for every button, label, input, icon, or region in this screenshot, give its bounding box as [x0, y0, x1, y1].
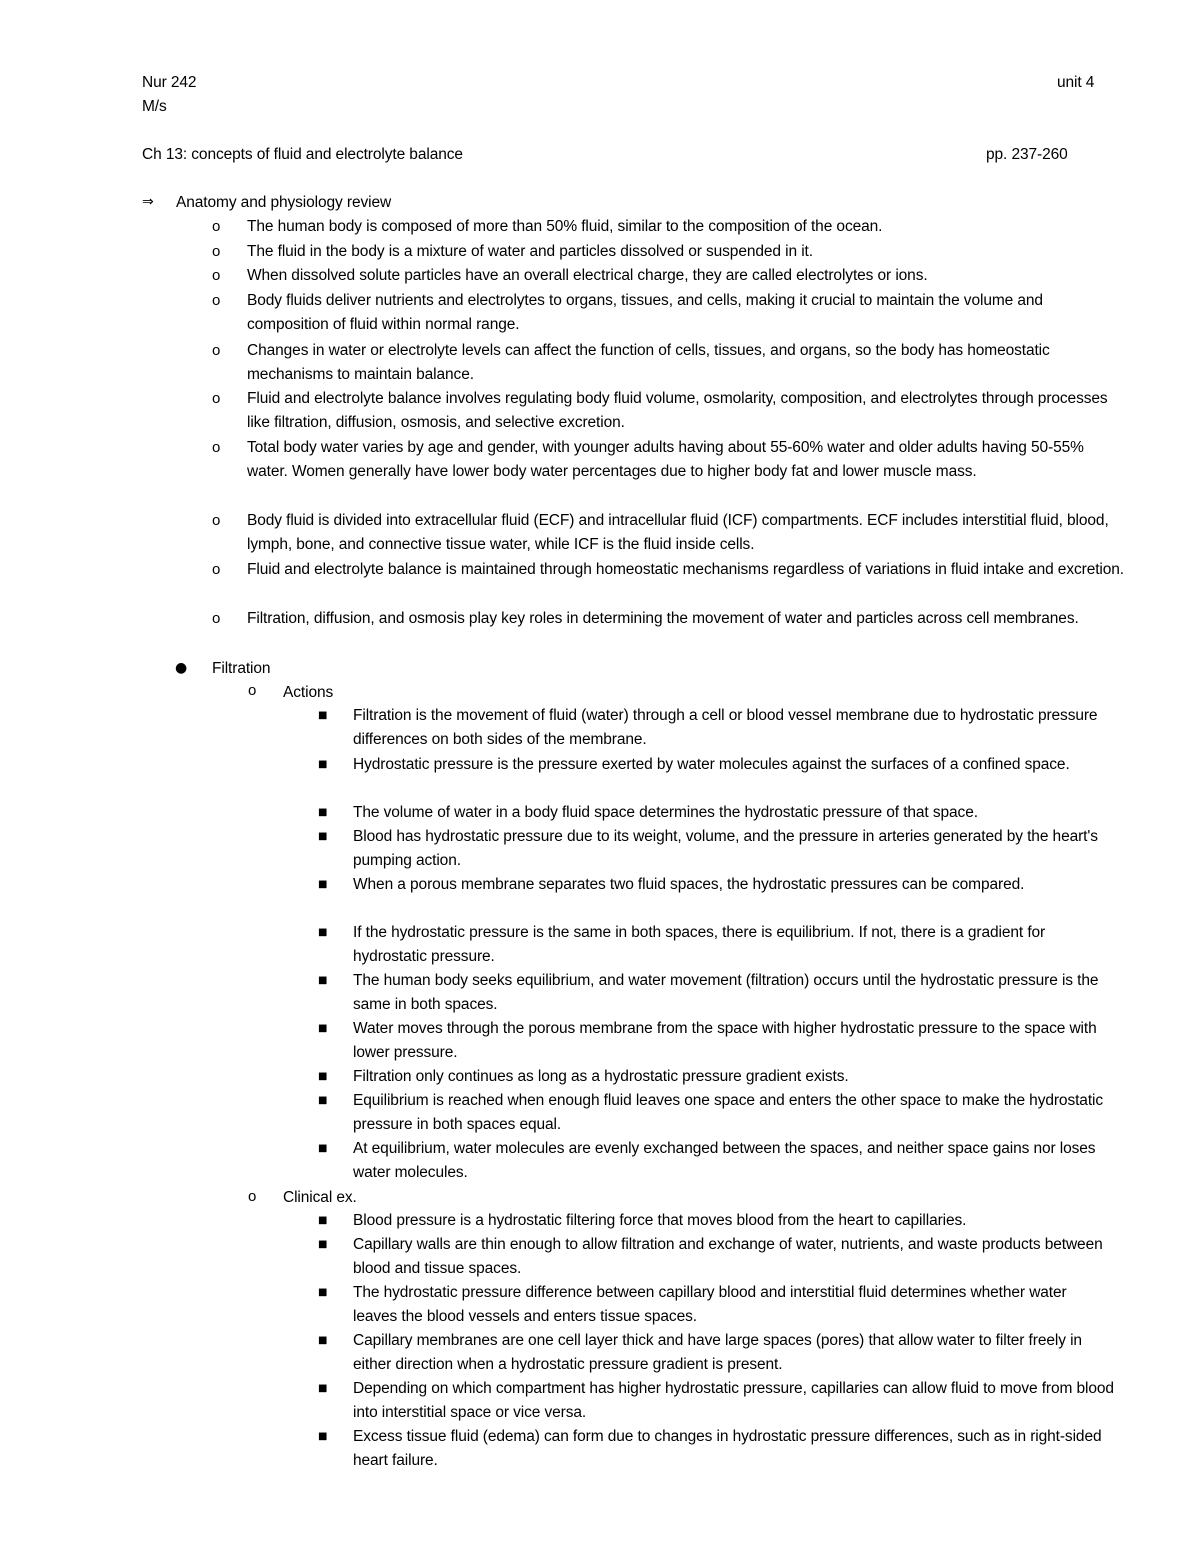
unit-label: unit 4	[1057, 74, 1095, 91]
circle-bullet-icon: o	[212, 342, 221, 359]
square-bullet-icon: ■	[318, 975, 328, 986]
circle-bullet-icon: o	[212, 439, 221, 456]
square-bullet-icon: ■	[318, 927, 328, 938]
list-item: Filtration, diffusion, and osmosis play key roles in determining the movement of water and particles across cell membranes.	[247, 610, 1079, 627]
list-item: Excess tissue fluid (edema) can form due to changes in hydrostatic pressure differences, such as in right-sided heart failure.	[353, 1428, 1102, 1469]
chapter-title: Ch 13: concepts of fluid and electrolyte balance	[142, 146, 463, 163]
list-item: Fluid and electrolyte balance involves regulating body fluid volume, osmolarity, composition, and electrolytes through processes like filtration, diffusion, osmosis, and selective excretion.	[247, 390, 1108, 431]
circle-bullet-icon: o	[212, 267, 221, 284]
square-bullet-icon: ■	[318, 1383, 328, 1394]
square-bullet-icon: ■	[318, 879, 328, 890]
square-bullet-icon: ■	[318, 1431, 328, 1442]
square-bullet-icon: ■	[318, 710, 328, 721]
circle-bullet-icon: o	[212, 218, 221, 235]
list-item: Filtration is the movement of fluid (water) through a cell or blood vessel membrane due to hydrostatic pressure differences on both sides of the membrane.	[353, 707, 1098, 748]
list-item: The volume of water in a body fluid space determines the hydrostatic pressure of that space.	[353, 804, 978, 821]
course-subtitle: M/s	[142, 98, 167, 115]
list-item: Equilibrium is reached when enough fluid leaves one space and enters the other space to make the hydrostatic pressure in both spaces equal.	[353, 1092, 1104, 1133]
circle-bullet-icon: o	[212, 292, 221, 309]
list-item: Capillary walls are thin enough to allow filtration and exchange of water, nutrients, and waste products between blood and tissue spaces.	[353, 1236, 1103, 1277]
list-item: When dissolved solute particles have an overall electrical charge, they are called electrolytes or ions.	[247, 267, 928, 284]
list-item: The fluid in the body is a mixture of water and particles dissolved or suspended in it.	[247, 243, 813, 260]
list-item: Total body water varies by age and gender, with younger adults having about 55-60% water and older adults having 50-55% water. Women generally have lower body water percentages due to higher body fat and lower muscle mass.	[247, 439, 1084, 480]
square-bullet-icon: ■	[318, 831, 328, 842]
list-item: Blood has hydrostatic pressure due to its weight, volume, and the pressure in arteries generated by the heart's pumping action.	[353, 828, 1098, 869]
round-bullet-icon: ●	[175, 660, 188, 676]
list-item: Changes in water or electrolyte levels can affect the function of cells, tissues, and organs, so the body has homeostatic mechanisms to maintain balance.	[247, 342, 1050, 383]
group-title: Actions	[283, 684, 334, 701]
circle-bullet-icon: o	[212, 243, 221, 260]
list-item: Water moves through the porous membrane from the space with higher hydrostatic pressure to the space with lower pressure.	[353, 1020, 1097, 1061]
square-bullet-icon: ■	[318, 1287, 328, 1298]
list-item: If the hydrostatic pressure is the same in both spaces, there is equilibrium. If not, there is a gradient for hydrostatic pressure.	[353, 924, 1046, 965]
square-bullet-icon: ■	[318, 807, 328, 818]
circle-bullet-icon: o	[248, 682, 257, 699]
square-bullet-icon: ■	[318, 759, 328, 770]
square-bullet-icon: ■	[318, 1215, 328, 1226]
list-item: Depending on which compartment has higher hydrostatic pressure, capillaries can allow fluid to move from blood into interstitial space or vice versa.	[353, 1380, 1114, 1421]
list-item: Filtration only continues as long as a hydrostatic pressure gradient exists.	[353, 1068, 849, 1085]
chapter-pages: pp. 237-260	[986, 146, 1068, 163]
list-item: Body fluid is divided into extracellular fluid (ECF) and intracellular fluid (ICF) compartments. ECF includes interstitial fluid, blood, lymph, bone, and connective tissue water, while ICF is the fluid inside cells.	[247, 512, 1109, 553]
arrow-bullet-icon: ⇒	[142, 194, 154, 210]
list-item: Body fluids deliver nutrients and electrolytes to organs, tissues, and cells, making it crucial to maintain the volume and composition of fluid within normal range.	[247, 292, 1043, 333]
subsection-title: Filtration	[212, 660, 271, 677]
list-item: The hydrostatic pressure difference between capillary blood and interstitial fluid determines whether water leaves the blood vessels and enters tissue spaces.	[353, 1284, 1067, 1325]
circle-bullet-icon: o	[212, 512, 221, 529]
list-item: At equilibrium, water molecules are evenly exchanged between the spaces, and neither space gains nor loses water molecules.	[353, 1140, 1096, 1181]
list-item: Blood pressure is a hydrostatic filtering force that moves blood from the heart to capillaries.	[353, 1212, 967, 1229]
square-bullet-icon: ■	[318, 1095, 328, 1106]
section-title: Anatomy and physiology review	[176, 194, 392, 211]
course-code: Nur 242	[142, 74, 197, 91]
circle-bullet-icon: o	[212, 390, 221, 407]
square-bullet-icon: ■	[318, 1143, 328, 1154]
list-item: Fluid and electrolyte balance is maintained through homeostatic mechanisms regardless of variations in fluid intake and excretion.	[247, 561, 1125, 578]
circle-bullet-icon: o	[212, 561, 221, 578]
square-bullet-icon: ■	[318, 1335, 328, 1346]
square-bullet-icon: ■	[318, 1239, 328, 1250]
list-item: Hydrostatic pressure is the pressure exerted by water molecules against the surfaces of a confined space.	[353, 756, 1070, 773]
square-bullet-icon: ■	[318, 1023, 328, 1034]
circle-bullet-icon: o	[212, 610, 221, 627]
square-bullet-icon: ■	[318, 1071, 328, 1082]
list-item: The human body seeks equilibrium, and water movement (filtration) occurs until the hydrostatic pressure is the same in both spaces.	[353, 972, 1099, 1013]
list-item: When a porous membrane separates two fluid spaces, the hydrostatic pressures can be compared.	[353, 876, 1025, 893]
list-item: The human body is composed of more than 50% fluid, similar to the composition of the ocean.	[247, 218, 883, 235]
list-item: Capillary membranes are one cell layer thick and have large spaces (pores) that allow water to filter freely in either direction when a hydrostatic pressure gradient is present.	[353, 1332, 1082, 1373]
circle-bullet-icon: o	[248, 1188, 257, 1205]
group-title: Clinical ex.	[283, 1189, 357, 1206]
